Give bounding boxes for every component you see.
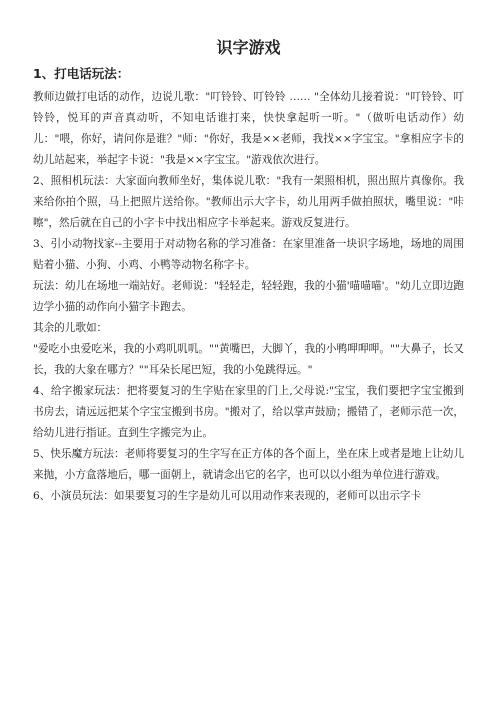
section-heading: 1、打电话玩法： — [33, 66, 130, 81]
document-page — [33, 38, 464, 507]
paragraph-phone-game: 教师边做打电话的动作，边说儿歌："叮铃铃、叮铃铃 …… "全体幼儿接着说："叮铃铃、叮铃铃，悦耳的声音真动听，不知电话谁打来，快快拿起听一听。"（做听电话动作）幼儿："喂，你好，请问你是谁？"师："你好，我是××老师，我找××字宝宝。"拿相应字卡的幼儿站起来，举起字卡说："我是××字宝宝。"游戏依次进行。 — [33, 91, 464, 166]
paragraph-camera-game: 2、照相机玩法：大家面向教师坐好，集体说儿歌："我有一架照相机，照出照片真像你。我来给你拍个照，马上把照片送给你。"教师出示大字卡，幼儿用两手做拍照状，嘴里说："咔嚓"，然后就在自己的小字卡中找出相应字卡举起来。游戏反复进行。 — [33, 175, 464, 229]
paragraph-magic-cube-game: 5、快乐魔方玩法：老师将要复习的生字写在正方体的各个面上，坐在床上或者是地上让幼儿来抛，小方盒落地后，哪一面朝上，就请念出它的名字，也可以以小组为单位进行游戏。 — [33, 448, 464, 481]
paragraph-animal-home-rules: 玩法：幼儿在场地一端站好。老师说："轻轻走，轻轻跑，我的小猫'喵喵喵'。"幼儿立即边跑边学小猫的动作向小猫字卡跑去。 — [33, 280, 464, 313]
paragraph-animal-home-game: 3、引小动物找家--主要用于对动物名称的学习准备：在家里准备一块识字场地，场地的周围贴着小猫、小狗、小鸡、小鸭等动物名称字卡。 — [33, 238, 464, 271]
paragraph-other-rhymes-intro: 其余的儿歌如： — [33, 322, 108, 334]
paragraph-move-words-game: 4、给字搬家玩法：把将要复习的生字贴在家里的门上,父母说:"宝宝，我们要把字宝宝搬到书房去，请远远把某个字宝宝搬到书房。"搬对了，给以掌声鼓励；搬错了，老师示范一次，给幼儿进行指证。直到生字搬完为止。 — [33, 385, 464, 439]
paragraph-other-rhymes: "爱吃小虫爱吃米，我的小鸡叽叽叽。""黄嘴巴，大脚丫，我的小鸭呷呷呷。""大鼻子，长又长，我的大象在哪方？""耳朵长尾巴短，我的小兔跳得远。" — [33, 343, 464, 376]
document-title: 识字游戏 — [216, 38, 281, 57]
paragraph-little-actor-game: 6、小演员玩法：如果要复习的生字是幼儿可以用动作来表现的，老师可以出示字卡 — [33, 490, 422, 502]
